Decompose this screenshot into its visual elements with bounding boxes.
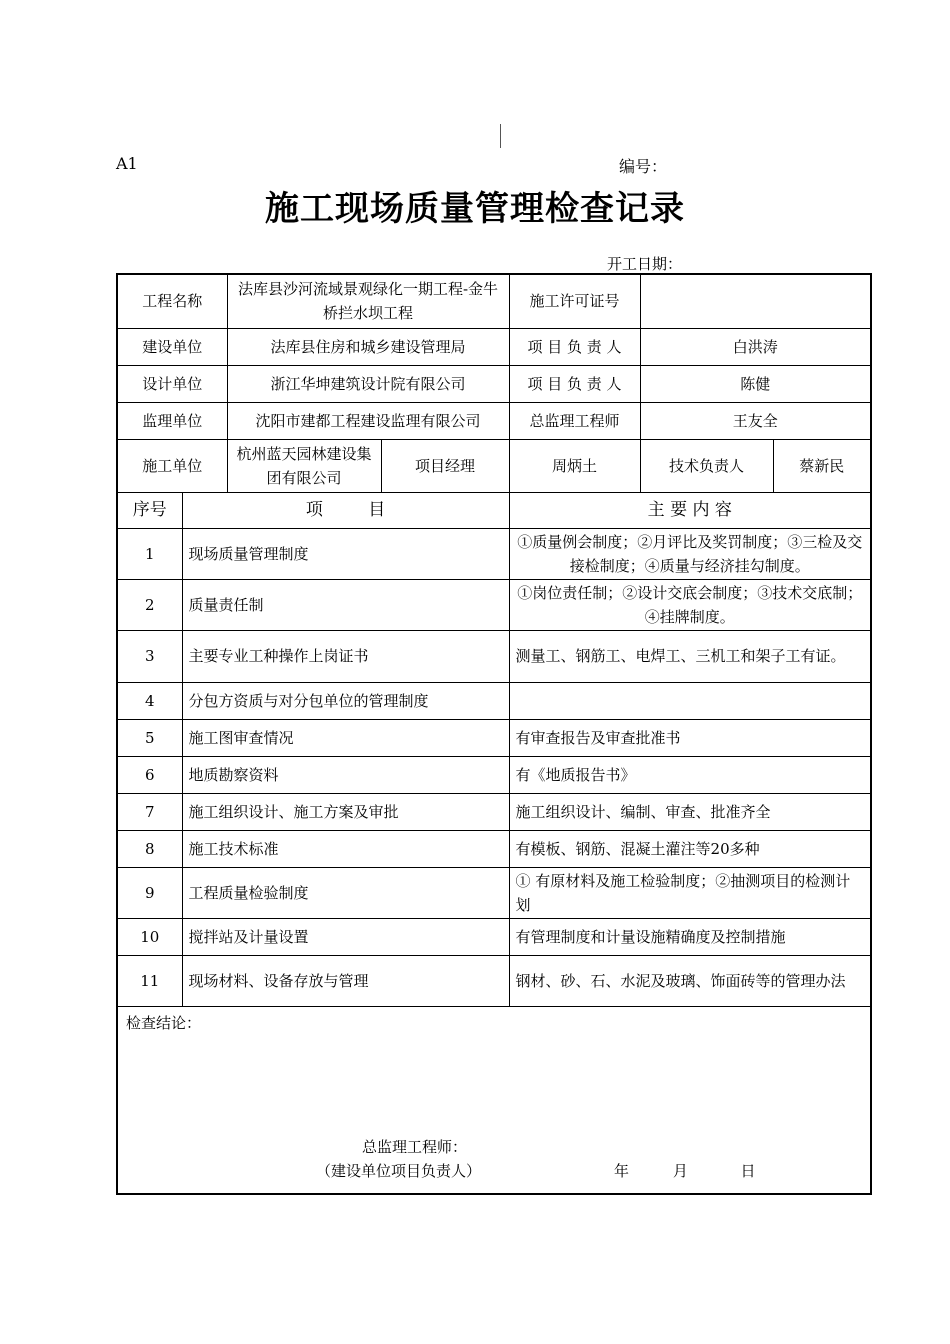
- item-name: 搅拌站及计量设置: [182, 918, 509, 955]
- supervision-label: 监理单位: [117, 402, 227, 439]
- text-cursor-marker: [500, 124, 501, 148]
- conclusion-cell: [117, 1006, 871, 1194]
- table-row: [117, 630, 871, 682]
- chief-supervisor-signature-label: 总监理工程师：: [362, 1137, 468, 1156]
- item-no: 4: [117, 682, 182, 719]
- contractor-label: 施工单位: [117, 439, 227, 492]
- design-row: [117, 365, 871, 402]
- item-content: 施工组织设计、编制、审查、批准齐全: [509, 793, 871, 830]
- design-lead-value: 陈健: [640, 365, 871, 402]
- signature-date: 年 月 日: [614, 1161, 756, 1180]
- item-content: ① 有原材料及施工检验制度；②抽测项目的检测计划: [509, 867, 871, 918]
- table-row: [117, 955, 871, 1006]
- table-row: [117, 756, 871, 793]
- project-name-value: 法库县沙河流域景观绿化一期工程-金牛桥拦水坝工程: [227, 274, 509, 328]
- item-no: 3: [117, 630, 182, 682]
- builder-lead-signature-label: （建设单位项目负责人）: [316, 1161, 482, 1180]
- permit-label: 施工许可证号: [509, 274, 640, 328]
- item-header: 项 目: [182, 492, 509, 528]
- form-code: A1: [116, 154, 138, 173]
- item-name: 施工组织设计、施工方案及审批: [182, 793, 509, 830]
- item-name: 工程质量检验制度: [182, 867, 509, 918]
- tech-lead-value: 蔡新民: [799, 456, 845, 475]
- table-row: [117, 579, 871, 630]
- builder-label: 建设单位: [117, 328, 227, 365]
- design-value: 浙江华坤建筑设计院有限公司: [227, 365, 509, 402]
- design-lead-label: 项 目 负 责 人: [509, 365, 640, 402]
- contractor-row: [117, 439, 871, 492]
- item-name: 分包方资质与对分包单位的管理制度: [182, 682, 509, 719]
- project-name-row: [117, 274, 871, 328]
- pm-label: 项目经理: [381, 439, 509, 492]
- chief-supervisor-value: 王友全: [640, 402, 871, 439]
- conclusion-row: [117, 1006, 871, 1194]
- item-content: 有管理制度和计量设施精确度及控制措施: [509, 918, 871, 955]
- pm-value: 周炳土: [509, 439, 640, 492]
- table-row: [117, 682, 871, 719]
- item-no: 2: [117, 579, 182, 630]
- table-row: [117, 793, 871, 830]
- supervision-value: 沈阳市建都工程建设监理有限公司: [227, 402, 509, 439]
- item-content: 钢材、砂、石、水泥及玻璃、饰面砖等的管理办法: [509, 955, 871, 1006]
- inspection-record-table: [116, 273, 872, 1195]
- item-no: 6: [117, 756, 182, 793]
- item-name: 质量责任制: [182, 579, 509, 630]
- supervision-row: [117, 402, 871, 439]
- item-no: 9: [117, 867, 182, 918]
- table-row: [117, 719, 871, 756]
- items-header-row: [117, 492, 871, 528]
- item-name: 施工图审查情况: [182, 719, 509, 756]
- item-name: 现场材料、设备存放与管理: [182, 955, 509, 1006]
- item-no: 5: [117, 719, 182, 756]
- item-content: 有审查报告及审查批准书: [509, 719, 871, 756]
- item-content: ①岗位责任制；②设计交底会制度；③技术交底制；④挂牌制度。: [509, 579, 871, 630]
- chief-supervisor-label: 总监理工程师: [509, 402, 640, 439]
- tech-lead-cell: [640, 439, 871, 492]
- seq-header: 序号: [117, 492, 182, 528]
- item-name: 施工技术标准: [182, 830, 509, 867]
- contractor-value: 杭州蓝天园林建设集团有限公司: [227, 439, 381, 492]
- item-no: 7: [117, 793, 182, 830]
- table-row: [117, 528, 871, 579]
- item-no: 8: [117, 830, 182, 867]
- item-no: 1: [117, 528, 182, 579]
- project-name-label: 工程名称: [117, 274, 227, 328]
- content-header: 主 要 内 容: [509, 492, 871, 528]
- tech-lead-label: 技术负责人: [641, 440, 774, 492]
- start-date-label: 开工日期：: [607, 255, 683, 273]
- item-name: 现场质量管理制度: [182, 528, 509, 579]
- page-title: 施工现场质量管理检查记录: [265, 189, 685, 229]
- builder-value: 法库县住房和城乡建设管理局: [227, 328, 509, 365]
- item-no: 10: [117, 918, 182, 955]
- builder-lead-value: 白洪涛: [640, 328, 871, 365]
- item-name: 地质勘察资料: [182, 756, 509, 793]
- builder-lead-label: 项 目 负 责 人: [509, 328, 640, 365]
- design-label: 设计单位: [117, 365, 227, 402]
- item-content: 测量工、钢筋工、电焊工、三机工和架子工有证。: [509, 630, 871, 682]
- item-content: [509, 682, 871, 719]
- table-row: [117, 830, 871, 867]
- item-name: 主要专业工种操作上岗证书: [182, 630, 509, 682]
- number-label: 编号：: [619, 157, 668, 176]
- item-content: ①质量例会制度；②月评比及奖罚制度；③三检及交接检制度；④质量与经济挂勾制度。: [509, 528, 871, 579]
- item-content: 有《地质报告书》: [509, 756, 871, 793]
- table-row: [117, 867, 871, 918]
- table-row: [117, 918, 871, 955]
- item-no: 11: [117, 955, 182, 1006]
- item-content: 有模板、钢筋、混凝土灌注等20多种: [509, 830, 871, 867]
- builder-row: [117, 328, 871, 365]
- conclusion-label: 检查结论：: [126, 1013, 202, 1032]
- permit-value: [640, 274, 871, 328]
